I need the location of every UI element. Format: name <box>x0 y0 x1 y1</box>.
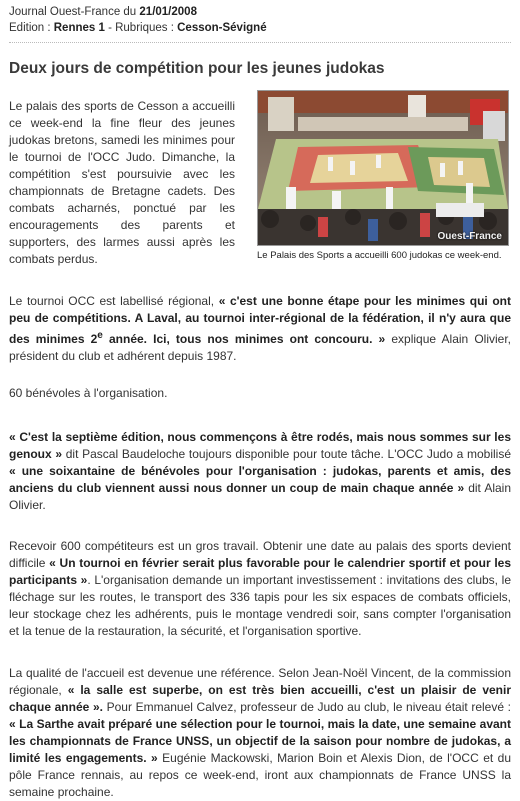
judo-hall-illustration <box>258 91 508 245</box>
edition-line <box>9 20 267 36</box>
p1-quote-end: année. Ici, tous nos minimes ont concouru. » <box>102 332 386 346</box>
publication-date: 21/01/2008 <box>139 6 197 18</box>
p4-text-2: . L'organisation demande un important investissement : invitations des clubs, le fléchage sur les routes, le transport des 336 tapis pour les six espaces de combats officiels, leur stockage chez les adhérents, puis le montage vendredi soir, sans compter l'organisation et la tenue de la restauration, la sécurité, et l'organisation sportive. <box>9 573 511 638</box>
p5-quote-2: « La Sarthe avait préparé une sélection pour le tournoi, mais la date, une semaine avant les championnats de France UNSS, un objectif de la saison pour nombre de judokas, a limité les engagements. » <box>9 717 511 765</box>
p1-quote-sup: e <box>97 330 103 341</box>
article-figure <box>257 90 509 262</box>
article-header <box>9 4 267 36</box>
article-title: Deux jours de compétition pour les jeunes judokas <box>9 60 385 77</box>
p4-text-1: Recevoir 600 compétiteurs est un gros travail. Obtenir une date au palais des sports devient difficile <box>9 539 511 570</box>
p3-text-2: dit Alain Olivier. <box>9 481 511 512</box>
edition-name: Rennes 1 <box>53 22 105 34</box>
p1-text-1: Le tournoi OCC est labellisé régional, <box>9 294 219 308</box>
article-body <box>9 293 511 801</box>
rubric-label: - Rubriques : <box>104 22 178 34</box>
p1-text-2: explique Alain Olivier, président du club et adhérent depuis 1987. <box>9 332 512 363</box>
photo-caption: Le Palais des Sports a accueilli 600 judokas ce week-end. <box>257 250 502 261</box>
header-divider <box>9 42 511 43</box>
p5-quote-1: « la salle est superbe, on est très bien accueilli, c'est un plaisir de venir chaque année ». <box>9 683 511 714</box>
source-line <box>9 4 267 20</box>
article-lead: Le palais des sports de Cesson a accueilli ce week-end la fine fleur des jeunes judokas bretons, samedi les minimes pour le tournoi de l'OCC Judo. Dimanche, la compétition s'est poursuivie avec les championnats de Bretagne cadets. Des combats acharnés, ponctué par les encouragements des parents et supporters, des larmes aussi après les combats perdus. <box>9 99 235 266</box>
photo-credit: Ouest-France <box>437 231 502 242</box>
paragraph-2: 60 bénévoles à l'organisation. <box>9 386 168 400</box>
p4-quote: « Un tournoi en février serait plus favorable pour le calendrier sportif et pour les participants » <box>9 556 512 587</box>
p3-text-1: dit Pascal Baudeloche toujours disponible pour toute tâche. L'OCC Judo a mobilisé <box>62 447 511 461</box>
p1-quote-text: « c'est une bonne étape pour les minimes qui ont peu de compétitions. A Laval, au tournoi inter-régional de la fédération, il n'y aura que des minimes 2 <box>9 294 511 346</box>
p3-quote-1: « C'est la septième édition, nous commençons à être rodés, mais nous sommes sur les genoux » <box>9 430 511 461</box>
source-prefix: Journal Ouest-France du <box>9 6 140 18</box>
p3-quote-2: « une soixantaine de bénévoles pour l'organisation : judokas, parents et amis, des anciens du club viennent aussi nous donner un coup de main chaque année » <box>9 464 511 495</box>
paragraph-1 <box>9 293 511 365</box>
rubric-name: Cesson-Sévigné <box>177 22 267 34</box>
paragraph-5 <box>9 665 511 801</box>
paragraph-4 <box>9 538 511 640</box>
p5-text-3: Eugénie Mackowski, Marion Boin et Alexis Dion, de l'OCC et du pôle France rennais, au repos ce week-end, iront aux championnats de France UNSS la semaine prochaine. <box>9 751 512 799</box>
p5-text-1: La qualité de l'accueil est devenue une référence. Selon Jean-Noël Vincent, de la commission régionale, <box>9 666 511 697</box>
paragraph-3 <box>9 429 511 514</box>
p5-text-2: Pour Emmanuel Calvez, professeur de Judo au club, le niveau était relevé : <box>102 700 511 714</box>
edition-label: Edition : <box>9 22 54 34</box>
judo-hall-photo <box>257 90 509 246</box>
